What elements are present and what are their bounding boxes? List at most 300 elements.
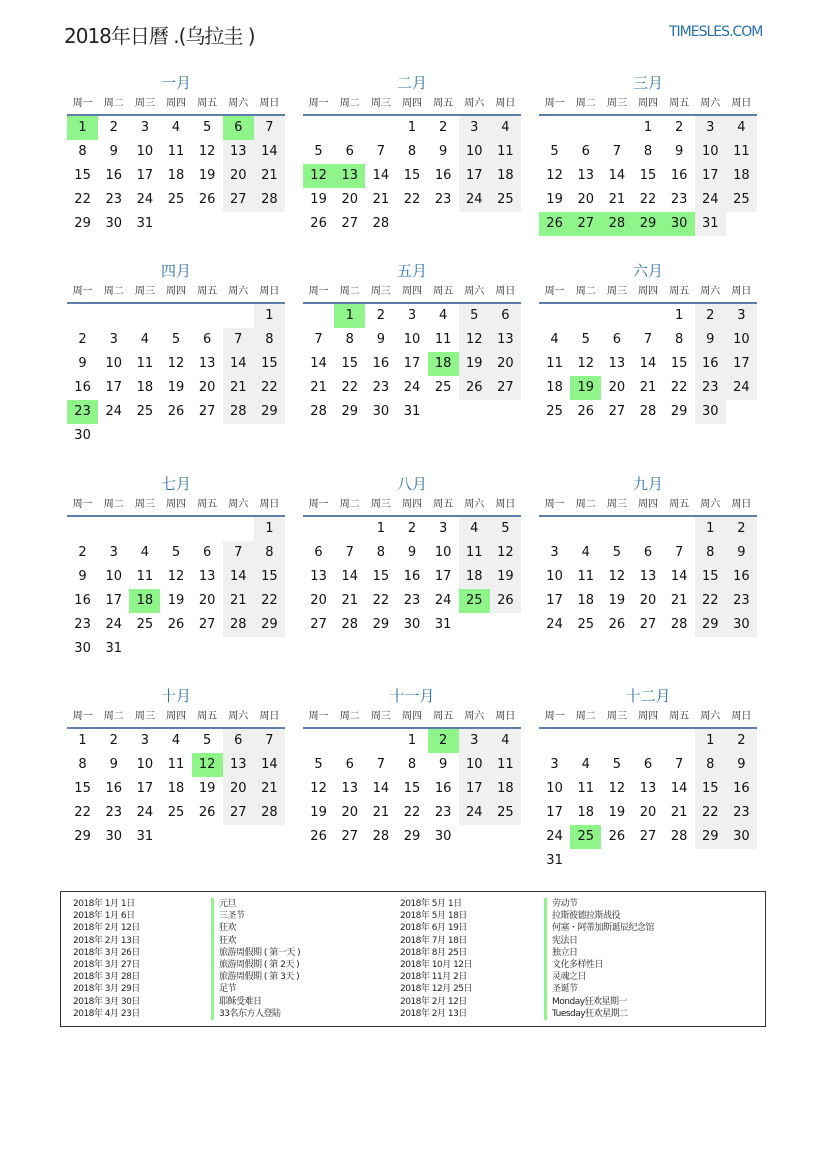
- weekday-label: 周二: [339, 98, 360, 109]
- day-cell: 14: [372, 781, 390, 796]
- day-cell: 5: [314, 757, 323, 772]
- holiday-day-cell: 26: [539, 212, 570, 236]
- day-cell: 11: [546, 356, 563, 371]
- holiday-name: 足节: [211, 983, 300, 995]
- weekday-label: 周五: [669, 499, 690, 510]
- day-cell: 4: [550, 332, 559, 347]
- day-grid: [303, 116, 521, 236]
- day-cell: 23: [695, 376, 726, 400]
- weekday-label: 周三: [134, 499, 155, 510]
- day-cell: 18: [490, 777, 521, 801]
- weekday-label: 周四: [637, 98, 658, 109]
- day-cell: 27: [310, 617, 327, 632]
- holiday-name: 狂欢: [211, 935, 300, 947]
- day-cell: 9: [674, 144, 684, 159]
- empty-cell: [570, 729, 601, 753]
- day-cell: 5: [612, 545, 621, 560]
- weekday-label: 周五: [433, 286, 454, 297]
- weekday-label: 周二: [575, 98, 596, 109]
- weekday-header: [67, 94, 285, 116]
- day-cell: 31: [434, 617, 452, 632]
- day-cell: 22: [254, 376, 285, 400]
- day-cell: 30: [105, 829, 122, 844]
- holiday-date: 2018年 1月 1日: [73, 899, 135, 909]
- day-cell: 13: [639, 569, 657, 584]
- empty-cell: [601, 116, 632, 140]
- day-cell: 10: [136, 144, 154, 159]
- day-cell: 18: [459, 565, 490, 589]
- weekday-label: 周六: [464, 711, 485, 722]
- day-cell: 19: [608, 593, 626, 608]
- day-cell: 28: [639, 404, 657, 419]
- weekday-label: 周六: [464, 499, 485, 510]
- day-cell: 9: [78, 356, 87, 371]
- holiday-names-right: [544, 898, 654, 1020]
- empty-cell: [570, 517, 601, 541]
- day-cell: 4: [726, 116, 757, 140]
- holiday-date: 2018年 3月 28日: [73, 972, 140, 983]
- day-cell: 15: [254, 565, 285, 589]
- holiday-names-left: [211, 898, 300, 1020]
- weekday-label: 周五: [433, 711, 454, 722]
- day-cell: 4: [490, 729, 521, 753]
- day-cell: 24: [105, 404, 122, 419]
- day-cell: 19: [459, 352, 490, 376]
- weekday-label: 周日: [731, 286, 752, 297]
- day-cell: 29: [670, 404, 688, 419]
- day-cell: 16: [670, 168, 688, 183]
- day-cell: 6: [490, 304, 521, 328]
- day-cell: 7: [223, 541, 254, 565]
- weekday-label: 周五: [669, 98, 690, 109]
- empty-cell: [539, 304, 570, 328]
- day-cell: 5: [459, 304, 490, 328]
- weekday-label: 周六: [228, 98, 249, 109]
- day-cell: 31: [546, 853, 563, 868]
- day-cell: 28: [341, 617, 358, 632]
- day-cell: 11: [167, 757, 185, 772]
- empty-cell: [570, 304, 601, 328]
- day-cell: 31: [403, 404, 421, 419]
- day-grid: [67, 517, 285, 661]
- weekday-label: 周一: [308, 286, 329, 297]
- day-cell: 7: [376, 144, 385, 159]
- day-cell: 7: [254, 729, 285, 753]
- day-cell: 9: [407, 545, 417, 560]
- weekday-label: 周二: [103, 98, 124, 109]
- day-cell: 23: [403, 593, 421, 608]
- day-grid: [539, 304, 757, 424]
- day-cell: 19: [310, 805, 327, 820]
- day-cell: 20: [223, 164, 254, 188]
- holiday-day-cell: 23: [67, 400, 98, 424]
- day-cell: 11: [490, 753, 521, 777]
- day-cell: 3: [140, 733, 149, 748]
- day-cell: 11: [136, 569, 154, 584]
- day-cell: 16: [695, 352, 726, 376]
- day-cell: 1: [674, 308, 684, 323]
- day-cell: 2: [109, 733, 118, 748]
- holiday-day-cell: 25: [459, 589, 490, 613]
- day-cell: 22: [403, 192, 421, 207]
- day-cell: 15: [695, 565, 726, 589]
- holiday-name: 狂欢: [211, 922, 300, 934]
- day-cell: 7: [376, 757, 385, 772]
- day-cell: 30: [726, 613, 757, 637]
- empty-cell: [601, 304, 632, 328]
- day-cell: 22: [74, 805, 91, 820]
- day-cell: 7: [674, 545, 684, 560]
- weekday-label: 周三: [370, 98, 391, 109]
- holiday-date: 2018年 4月 23日: [73, 1008, 140, 1019]
- day-cell: 27: [341, 216, 358, 231]
- day-cell: 21: [223, 376, 254, 400]
- day-cell: 30: [726, 825, 757, 849]
- day-cell: 24: [434, 593, 452, 608]
- day-cell: 20: [490, 352, 521, 376]
- day-cell: 17: [459, 164, 490, 188]
- day-cell: 5: [550, 144, 559, 159]
- day-cell: 19: [167, 593, 185, 608]
- day-cell: 2: [78, 332, 87, 347]
- day-grid: [303, 729, 521, 849]
- day-cell: 1: [407, 733, 417, 748]
- weekday-header: [539, 707, 757, 729]
- day-cell: 11: [577, 781, 594, 796]
- day-cell: 1: [254, 304, 285, 328]
- day-cell: 26: [198, 192, 216, 207]
- day-cell: 29: [403, 829, 421, 844]
- holiday-name: 旅游周假期 ( 第 2天 ): [211, 959, 300, 971]
- day-cell: 13: [341, 781, 358, 796]
- weekday-label: 周五: [433, 98, 454, 109]
- day-cell: 17: [726, 352, 757, 376]
- day-cell: 17: [546, 593, 563, 608]
- day-cell: 26: [310, 216, 327, 231]
- day-cell: 25: [167, 192, 185, 207]
- page-title: 2018年日曆 .(乌拉圭 ): [64, 24, 255, 48]
- day-cell: 3: [140, 120, 149, 135]
- day-cell: 13: [198, 569, 216, 584]
- empty-cell: [192, 304, 223, 328]
- day-cell: 8: [643, 144, 653, 159]
- day-cell: 13: [223, 753, 254, 777]
- day-cell: 23: [372, 380, 390, 395]
- weekday-label: 周五: [197, 98, 218, 109]
- weekday-label: 周日: [259, 711, 280, 722]
- day-grid: [303, 304, 521, 424]
- month-block: [539, 260, 757, 424]
- day-cell: 20: [223, 777, 254, 801]
- weekday-label: 周三: [606, 286, 627, 297]
- day-cell: 15: [670, 356, 688, 371]
- holiday-date: 2018年 8月 25日: [400, 947, 467, 958]
- holiday-day-cell: 30: [664, 212, 695, 236]
- holiday-date: 2018年 2月 12日: [400, 996, 467, 1007]
- empty-cell: [129, 304, 160, 328]
- day-cell: 28: [223, 400, 254, 424]
- weekday-label: 周三: [134, 98, 155, 109]
- empty-cell: [601, 517, 632, 541]
- holiday-date: 2018年 2月 13日: [400, 1008, 467, 1019]
- day-cell: 18: [490, 164, 521, 188]
- day-cell: 29: [254, 400, 285, 424]
- day-cell: 15: [695, 777, 726, 801]
- day-cell: 21: [639, 380, 657, 395]
- empty-cell: [192, 517, 223, 541]
- day-cell: 7: [254, 116, 285, 140]
- day-cell: 25: [546, 404, 563, 419]
- weekday-label: 周五: [433, 499, 454, 510]
- day-cell: 26: [608, 829, 626, 844]
- day-cell: 9: [78, 569, 87, 584]
- day-cell: 23: [74, 617, 91, 632]
- weekday-label: 周日: [495, 98, 516, 109]
- day-cell: 21: [670, 593, 688, 608]
- day-cell: 20: [608, 380, 626, 395]
- day-cell: 10: [136, 757, 154, 772]
- day-cell: 8: [345, 332, 354, 347]
- weekday-label: 周二: [339, 499, 360, 510]
- day-cell: 26: [490, 589, 521, 613]
- day-cell: 26: [310, 829, 327, 844]
- holiday-name: Monday狂欢星期一: [544, 996, 654, 1008]
- empty-cell: [160, 517, 191, 541]
- weekday-label: 周六: [464, 286, 485, 297]
- day-cell: 26: [167, 617, 185, 632]
- empty-cell: [129, 517, 160, 541]
- day-cell: 14: [223, 565, 254, 589]
- weekday-header: [67, 707, 285, 729]
- day-cell: 16: [403, 569, 421, 584]
- holiday-date: 2018年 1月 6日: [73, 911, 135, 922]
- weekday-label: 周三: [606, 98, 627, 109]
- empty-cell: [632, 304, 663, 328]
- holiday-dates-right: [400, 898, 472, 1020]
- day-cell: 20: [639, 805, 657, 820]
- day-cell: 25: [490, 188, 521, 212]
- day-cell: 5: [490, 517, 521, 541]
- weekday-label: 周日: [495, 711, 516, 722]
- holiday-name: 灵魂之日: [544, 971, 654, 983]
- day-cell: 13: [639, 781, 657, 796]
- day-cell: 18: [726, 164, 757, 188]
- holiday-date: 2018年 3月 29日: [73, 984, 140, 995]
- weekday-label: 周四: [637, 499, 658, 510]
- day-cell: 4: [581, 545, 590, 560]
- day-cell: 3: [550, 545, 559, 560]
- month-block: [67, 685, 285, 849]
- holiday-day-cell: 12: [192, 753, 223, 777]
- day-cell: 24: [403, 380, 421, 395]
- day-cell: 8: [407, 144, 417, 159]
- weekday-label: 周六: [228, 499, 249, 510]
- weekday-label: 周一: [308, 98, 329, 109]
- day-cell: 25: [577, 617, 594, 632]
- day-cell: 13: [577, 168, 594, 183]
- day-cell: 14: [223, 352, 254, 376]
- day-cell: 24: [105, 617, 122, 632]
- holiday-name: 元旦: [211, 898, 300, 910]
- day-cell: 29: [254, 613, 285, 637]
- day-cell: 3: [459, 729, 490, 753]
- day-cell: 8: [695, 753, 726, 777]
- day-cell: 24: [136, 192, 154, 207]
- day-cell: 25: [136, 404, 154, 419]
- day-cell: 22: [403, 805, 421, 820]
- weekday-label: 周日: [495, 499, 516, 510]
- empty-cell: [303, 304, 334, 328]
- month-block: [67, 260, 285, 448]
- day-cell: 15: [74, 781, 91, 796]
- day-cell: 21: [608, 192, 626, 207]
- day-cell: 14: [372, 168, 390, 183]
- holiday-name: 文化多样性日: [544, 959, 654, 971]
- weekday-header: [303, 282, 521, 304]
- empty-cell: [539, 116, 570, 140]
- day-cell: 13: [198, 356, 216, 371]
- day-cell: 28: [254, 801, 285, 825]
- day-cell: 19: [546, 192, 563, 207]
- day-cell: 27: [341, 829, 358, 844]
- day-cell: 8: [254, 328, 285, 352]
- day-cell: 30: [74, 641, 91, 656]
- day-cell: 2: [726, 729, 757, 753]
- day-cell: 4: [171, 733, 181, 748]
- weekday-label: 周六: [700, 98, 721, 109]
- day-cell: 18: [546, 380, 563, 395]
- weekday-label: 周四: [165, 286, 186, 297]
- weekday-label: 周六: [700, 499, 721, 510]
- day-cell: 12: [577, 356, 594, 371]
- day-cell: 15: [403, 781, 421, 796]
- day-cell: 19: [310, 192, 327, 207]
- day-cell: 29: [341, 404, 358, 419]
- weekday-label: 周四: [401, 711, 422, 722]
- weekday-header: [303, 94, 521, 116]
- weekday-label: 周六: [464, 98, 485, 109]
- holiday-date: 2018年 3月 26日: [73, 947, 140, 958]
- weekday-label: 周一: [544, 286, 565, 297]
- day-cell: 22: [254, 589, 285, 613]
- day-cell: 16: [726, 565, 757, 589]
- day-cell: 5: [314, 144, 323, 159]
- holiday-day-cell: 12: [303, 164, 334, 188]
- day-cell: 3: [695, 116, 726, 140]
- empty-cell: [67, 304, 98, 328]
- day-cell: 22: [372, 593, 390, 608]
- day-cell: 7: [643, 332, 653, 347]
- day-cell: 20: [341, 192, 358, 207]
- day-cell: 4: [581, 757, 590, 772]
- day-cell: 11: [136, 356, 154, 371]
- weekday-label: 周三: [606, 499, 627, 510]
- weekday-header: [303, 495, 521, 517]
- day-cell: 13: [490, 328, 521, 352]
- day-cell: 1: [695, 729, 726, 753]
- day-cell: 26: [608, 617, 626, 632]
- holiday-day-cell: 6: [223, 116, 254, 140]
- day-cell: 7: [674, 757, 684, 772]
- empty-cell: [303, 729, 334, 753]
- day-cell: 16: [434, 168, 452, 183]
- holiday-name: 劳动节: [544, 898, 654, 910]
- day-cell: 10: [459, 753, 490, 777]
- day-cell: 17: [136, 168, 154, 183]
- day-cell: 12: [167, 356, 185, 371]
- day-cell: 15: [372, 569, 390, 584]
- empty-cell: [601, 729, 632, 753]
- weekday-label: 周一: [72, 286, 93, 297]
- day-cell: 12: [608, 781, 626, 796]
- day-cell: 2: [109, 120, 118, 135]
- day-cell: 14: [341, 569, 358, 584]
- day-cell: 8: [78, 757, 87, 772]
- empty-cell: [98, 304, 129, 328]
- day-cell: 19: [167, 380, 185, 395]
- day-cell: 27: [639, 829, 657, 844]
- day-cell: 20: [639, 593, 657, 608]
- day-cell: 30: [403, 617, 421, 632]
- weekday-label: 周日: [731, 499, 752, 510]
- day-cell: 2: [674, 120, 684, 135]
- day-cell: 21: [372, 805, 390, 820]
- day-cell: 23: [726, 589, 757, 613]
- holiday-day-cell: 13: [334, 164, 365, 188]
- day-cell: 7: [612, 144, 621, 159]
- day-cell: 2: [726, 517, 757, 541]
- day-cell: 24: [136, 805, 154, 820]
- holiday-day-cell: 27: [570, 212, 601, 236]
- day-cell: 7: [314, 332, 323, 347]
- day-cell: 21: [372, 192, 390, 207]
- day-cell: 15: [403, 168, 421, 183]
- weekday-label: 周日: [495, 286, 516, 297]
- day-cell: 10: [434, 545, 452, 560]
- weekday-label: 周三: [134, 711, 155, 722]
- day-cell: 9: [438, 144, 448, 159]
- day-cell: 3: [726, 304, 757, 328]
- day-cell: 30: [74, 428, 91, 443]
- weekday-label: 周一: [72, 711, 93, 722]
- weekday-label: 周六: [700, 286, 721, 297]
- weekday-label: 周二: [339, 286, 360, 297]
- day-cell: 6: [314, 545, 323, 560]
- weekday-label: 周四: [401, 98, 422, 109]
- day-cell: 6: [223, 729, 254, 753]
- empty-cell: [67, 517, 98, 541]
- day-cell: 15: [74, 168, 91, 183]
- day-cell: 16: [105, 781, 122, 796]
- month-block: [539, 72, 757, 236]
- holiday-day-cell: 1: [67, 116, 98, 140]
- day-cell: 8: [695, 541, 726, 565]
- site-link[interactable]: TIMESLES.COM: [669, 24, 763, 40]
- day-cell: 21: [341, 593, 358, 608]
- day-cell: 1: [78, 733, 87, 748]
- day-cell: 14: [254, 753, 285, 777]
- weekday-header: [539, 94, 757, 116]
- day-cell: 24: [546, 617, 563, 632]
- day-cell: 26: [198, 805, 216, 820]
- empty-cell: [632, 729, 663, 753]
- day-cell: 24: [459, 801, 490, 825]
- day-cell: 10: [105, 356, 122, 371]
- day-cell: 28: [254, 188, 285, 212]
- month-name: 十月: [160, 687, 191, 705]
- day-cell: 5: [581, 332, 590, 347]
- day-cell: 16: [74, 593, 91, 608]
